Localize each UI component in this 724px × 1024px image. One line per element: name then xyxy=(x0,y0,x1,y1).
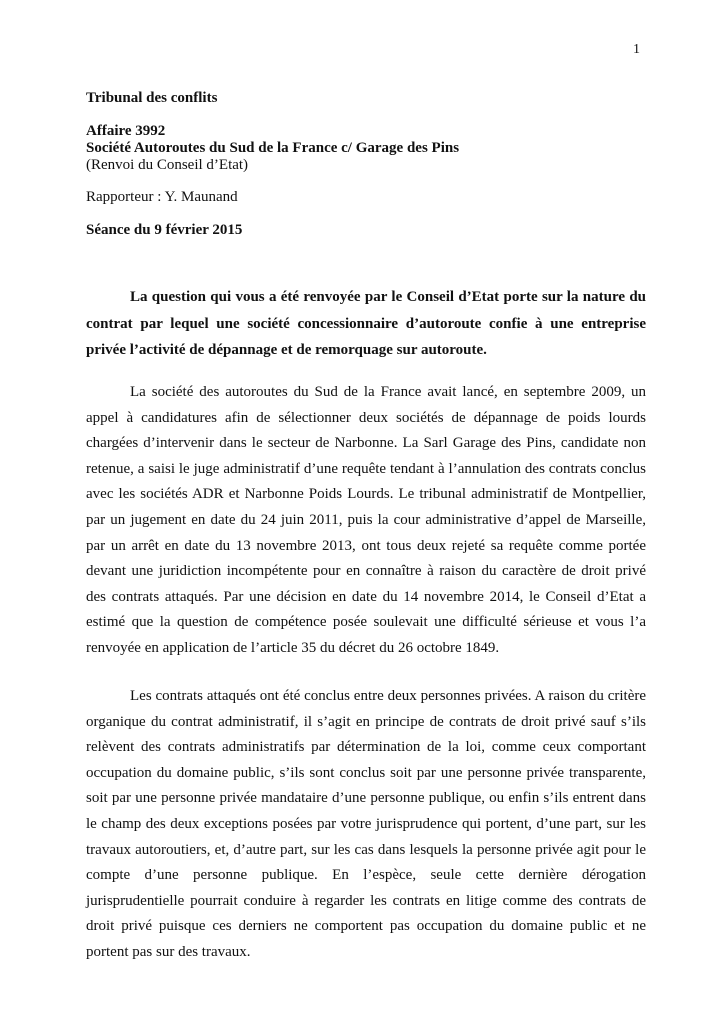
page-number: 1 xyxy=(633,42,640,57)
facts-paragraph xyxy=(86,380,646,662)
analysis-paragraph xyxy=(86,684,646,966)
intro-paragraph xyxy=(86,284,646,364)
session-block xyxy=(86,222,646,239)
case-parties: Société Autoroutes du Sud de la France c/ Garage des Pins xyxy=(86,140,460,156)
session-date: Séance du 9 février 2015 xyxy=(86,222,243,238)
case-header xyxy=(86,90,646,107)
case-identification xyxy=(86,123,646,174)
facts-text: La société des autoroutes du Sud de la France avait lancé, en septembre 2009, un appel à candidatures afin de sélectionner deux sociétés de dépannage de poids lourds chargées d’intervenir dans le secteur de Narbonne. La Sarl Garage des Pins, candidate non retenue, a saisi le juge administratif d’une requête tendant à l’annulation des contrats conclus avec les sociétés ADR et Narbonne Poids Lourds. Le tribunal administratif de Montpellier, par un jugement en date du 24 juin 2011, puis la cour administrative d’appel de Marseille, par un arrêt en date du 13 novembre 2013, ont tous deux rejeté sa requête comme portée devant une juridiction incompétente pour en connaître à raison du caractère de droit privé des contrats attaqués. Par une décision en date du 14 novembre 2014, le Conseil d’Etat a estimé que la question de compétence posée soulevait une difficulté sérieuse et vous l’a renvoyée en application de l’article 35 du décret du 26 octobre 1849. xyxy=(86,384,646,656)
case-referral: (Renvoi du Conseil d’Etat) xyxy=(86,157,249,173)
intro-text: La question qui vous a été renvoyée par le Conseil d’Etat porte sur la nature du contrat par lequel une société concessionnaire d’autoroute confie à une entreprise privée l’activité de dépannage et de remorquage sur autoroute. xyxy=(86,289,646,358)
court-name: Tribunal des conflits xyxy=(86,90,218,106)
rapporteur: Rapporteur : Y. Maunand xyxy=(86,189,238,205)
case-number: Affaire 3992 xyxy=(86,123,166,139)
analysis-text: Les contrats attaqués ont été conclus entre deux personnes privées. A raison du critère organique du contrat administratif, il s’agit en principe de contrats de droit privé sauf s’ils relèvent des contrats administratifs par détermination de la loi, comme ceux comportant occupation du domaine public, s’ils sont conclus soit par une personne privée transparente, soit par une personne privée mandataire d’une personne publique, ou enfin s’ils entrent dans le champ des deux exceptions posées par votre jurisprudence qui portent, d’une part, sur les travaux autoroutiers, et, d’autre part, sur les cas dans lesquels la personne privée agit pour le compte d’une personne publique. En l’espèce, seule cette dernière dérogation jurisprudentielle pourrait conduire à regarder les contrats en litige comme des contrats de droit privé puisque ces derniers ne comportent pas occupation du domaine public et ne portent pas sur des travaux. xyxy=(86,688,646,960)
rapporteur-block xyxy=(86,189,646,206)
